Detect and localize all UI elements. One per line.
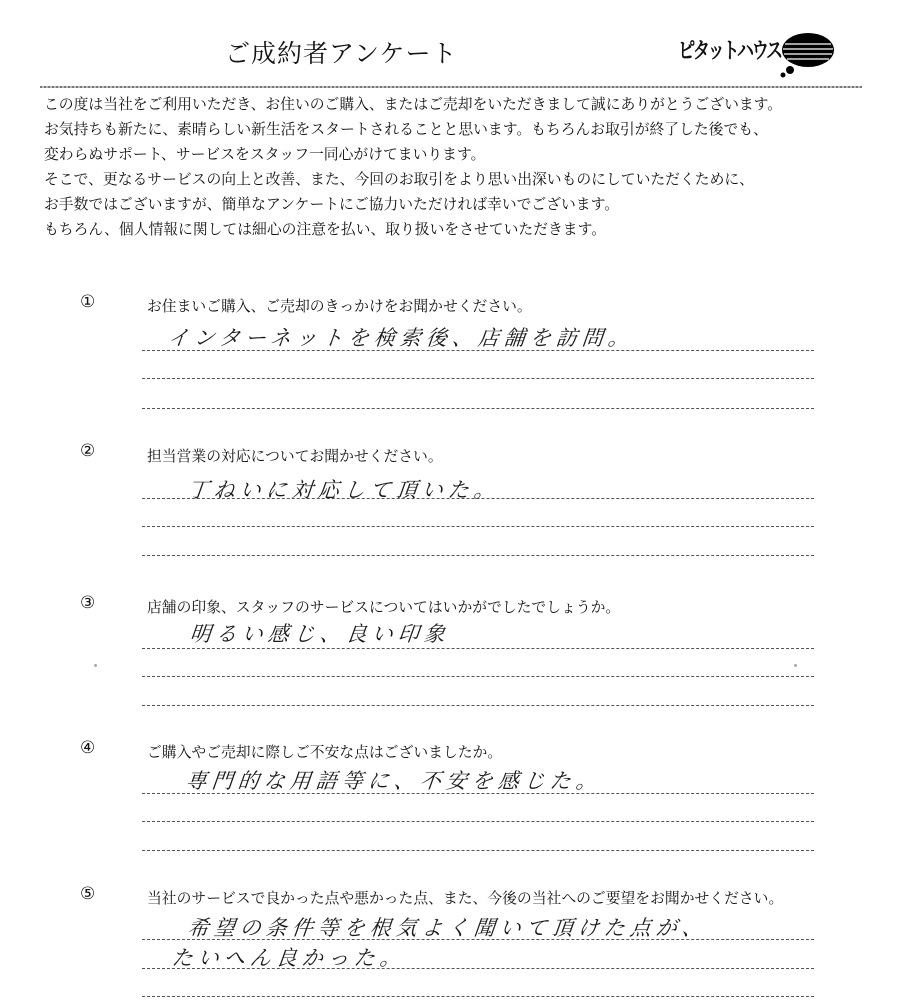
question-number: ④	[80, 738, 96, 758]
answer-line	[142, 378, 814, 379]
question-number: ②	[80, 441, 96, 461]
scan-speck	[94, 664, 97, 667]
answer-line	[142, 498, 814, 499]
company-logo	[678, 24, 838, 80]
question-text: ご購入やご売却に際しご不安な点はございましたか。	[147, 744, 503, 761]
intro-line: もちろん、個人情報に関しては細心の注意を払い、取り扱いをさせていただきます。	[44, 221, 606, 238]
answer-line	[142, 968, 814, 969]
question-number: ⑤	[80, 884, 96, 904]
question-text: 担当営業の対応についてお聞かせください。	[147, 448, 443, 465]
handwritten-answer: 明るい感じ、良い印象	[188, 622, 452, 646]
page-title: ご成約者アンケート	[225, 39, 458, 68]
speech-bubble-icon	[776, 28, 836, 78]
question-number: ③	[80, 593, 96, 613]
handwritten-answer: 希望の条件等を根気よく聞いて頂けた点が、	[186, 916, 710, 940]
answer-line	[142, 408, 814, 409]
intro-line: 変わらぬサポート、サービスをスタッフ一同心がけてまいります。	[44, 146, 486, 163]
answer-line	[142, 939, 814, 940]
handwritten-answer: 専門的な用語等に、不安を感じた。	[184, 769, 604, 793]
header-divider	[40, 86, 862, 88]
intro-line: この度は当社をご利用いただき、お住いのご購入、またはご売却をいただきまして誠にありがとうございます。	[44, 96, 783, 113]
question-text: 店舗の印象、スタッフのサービスについてはいかがでしたでしょうか。	[147, 599, 621, 616]
answer-line	[142, 850, 814, 851]
answer-line	[142, 648, 814, 649]
intro-line: お手数ではございますが、簡単なアンケートにご協力いただければ幸いでございます。	[44, 196, 620, 213]
answer-line	[142, 793, 814, 794]
question-text: 当社のサービスで良かった点や悪かった点、また、今後の当社へのご要望をお聞かせください。	[147, 890, 784, 907]
intro-line: お気持ちも新たに、素晴らしい新生活をスタートされることと思います。もちろんお取引が終了した後でも、	[44, 121, 768, 138]
answer-line	[142, 555, 814, 556]
intro-line: そこで、更なるサービスの向上と改善、また、今回のお取引をより思い出深いものにしていただくために、	[44, 171, 754, 188]
scan-speck	[794, 664, 797, 667]
handwritten-answer: 丁ねいに対応して頂いた。	[186, 478, 502, 502]
question-text: お住まいご購入、ご売却のきっかけをお聞かせください。	[147, 298, 532, 315]
answer-line	[142, 350, 814, 351]
answer-line	[142, 676, 814, 677]
answer-line	[142, 705, 814, 706]
intro-text	[44, 92, 782, 242]
handwritten-answer: たいへん良かった。	[170, 946, 408, 970]
question-number: ①	[80, 292, 96, 312]
handwritten-answer: インターネットを検索後、店舗を訪問。	[166, 326, 636, 350]
answer-line	[142, 526, 814, 527]
logo-text: ピタットハウス	[678, 39, 781, 64]
answer-line	[142, 996, 814, 997]
answer-line	[142, 821, 814, 822]
